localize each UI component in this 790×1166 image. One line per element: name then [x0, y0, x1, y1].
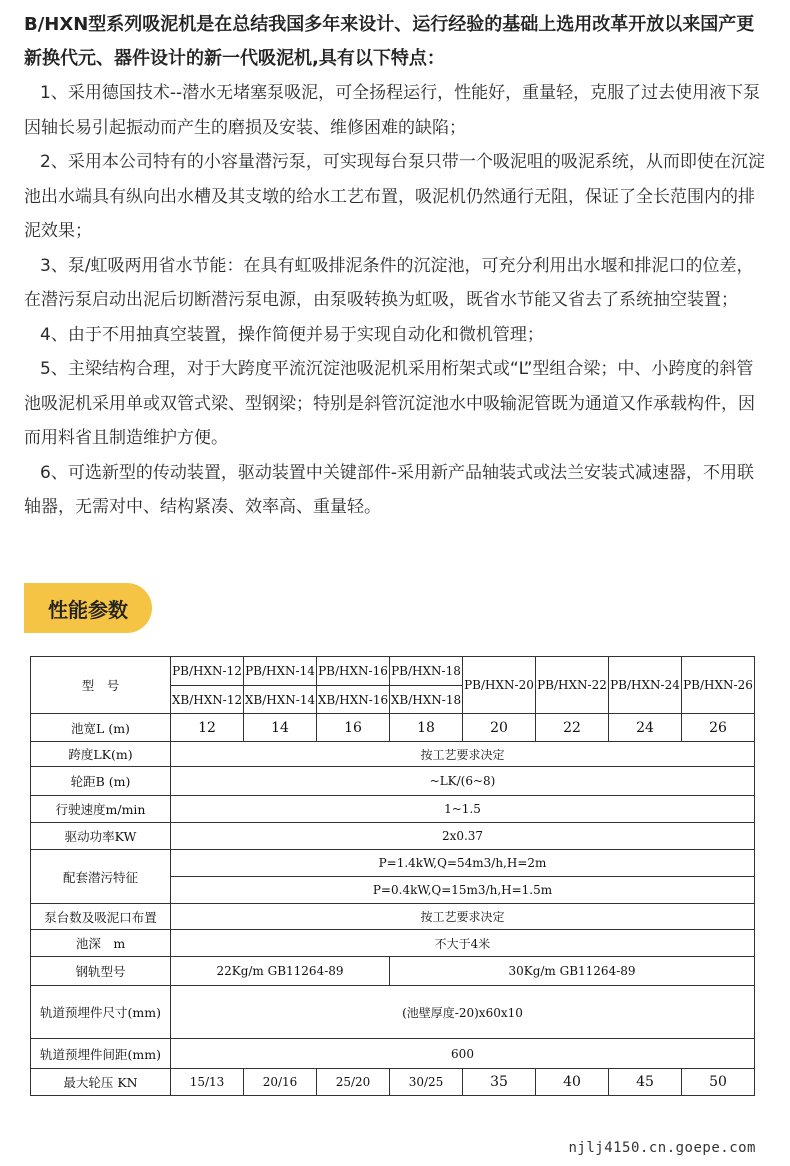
pump-label: 配套潜污特征 — [31, 850, 171, 904]
table-row-width — [31, 714, 755, 742]
embed-spacing-value: 600 — [171, 1039, 755, 1069]
feature-point-2: 2、采用本公司特有的小容量潜污泵，可实现每台泵只带一个吸泥咀的吸泥系统，从而即使在沉淀池出水端具有纵向出水槽及其支墩的给水工艺布置，吸泥机仍然通行无阻，保证了全长范围内的排泥效果； — [24, 152, 765, 241]
wheelbase-label: 轮距B (m) — [31, 767, 171, 796]
model-pb-22: PB/HXN-22 — [536, 657, 609, 714]
model-pb-26: PB/HXN-26 — [682, 657, 755, 714]
width-value: 20 — [463, 714, 536, 742]
table-row-power — [31, 823, 755, 850]
wheel-pressure-value: 50 — [682, 1069, 755, 1096]
table-row-layout — [31, 904, 755, 930]
pump-value-2: P=0.4kW,Q=15m3/h,H=1.5m — [171, 877, 755, 904]
wheel-pressure-value: 15/13 — [171, 1069, 244, 1096]
table-row-embed-size — [31, 986, 755, 1039]
speed-value: 1~1.5 — [171, 796, 755, 823]
pump-value-1: P=1.4kW,Q=54m3/h,H=2m — [171, 850, 755, 877]
table-row-wheel-pressure — [31, 1069, 755, 1096]
embed-spacing-label: 轨道预埋件间距(mm) — [31, 1039, 171, 1069]
width-value: 12 — [171, 714, 244, 742]
intro-title: B/HXN型系列吸泥机是在总结我国多年来设计、运行经验的基础上选用改革开放以来国产更新换代元、器件设计的新一代吸泥机,具有以下特点： — [24, 14, 755, 69]
feature-point-1: 1、采用德国技术--潜水无堵塞泵吸泥，可全扬程运行，性能好，重量轻，克服了过去使用液下泵因轴长易引起振动而产生的磨损及安装、维修困难的缺陷； — [24, 83, 761, 138]
depth-value: 不大于4米 — [171, 930, 755, 957]
feature-point-6: 6、可选新型的传动装置，驱动装置中关键部件-采用新产品轴装式或法兰安装式减速器，不用联轴器，无需对中、结构紧凑、效率高、重量轻。 — [24, 462, 754, 517]
footer-url: njlj4150.cn.goepe.com — [568, 1140, 756, 1156]
width-value: 22 — [536, 714, 609, 742]
model-xb-12: XB/HXN-12 — [171, 686, 244, 714]
power-value: 2x0.37 — [171, 823, 755, 850]
wheel-pressure-value: 45 — [609, 1069, 682, 1096]
model-pb-20: PB/HXN-20 — [463, 657, 536, 714]
speed-label: 行驶速度m/min — [31, 796, 171, 823]
span-label: 跨度LK(m) — [31, 742, 171, 767]
wheelbase-value: ~LK/(6~8) — [171, 767, 755, 796]
layout-value: 按工艺要求决定 — [171, 904, 755, 930]
model-xb-16: XB/HXN-16 — [317, 686, 390, 714]
table-row-embed-spacing — [31, 1039, 755, 1069]
intro-section — [24, 8, 768, 525]
spec-table — [30, 656, 755, 1096]
model-xb-14: XB/HXN-14 — [244, 686, 317, 714]
model-pb-16: PB/HXN-16 — [317, 657, 390, 686]
table-row-model-pb — [31, 657, 755, 686]
model-label: 型 号 — [31, 657, 171, 714]
layout-label: 泵台数及吸泥口布置 — [31, 904, 171, 930]
model-pb-12: PB/HXN-12 — [171, 657, 244, 686]
table-row-depth — [31, 930, 755, 957]
wheel-pressure-value: 30/25 — [390, 1069, 463, 1096]
wheel-pressure-value: 20/16 — [244, 1069, 317, 1096]
width-value: 14 — [244, 714, 317, 742]
table-row-wheelbase — [31, 767, 755, 796]
depth-label: 池深 m — [31, 930, 171, 957]
width-label: 池宽L (m) — [31, 714, 171, 742]
rail-label: 钢轨型号 — [31, 957, 171, 986]
width-value: 16 — [317, 714, 390, 742]
section-badge-performance: 性能参数 — [24, 583, 152, 633]
model-pb-14: PB/HXN-14 — [244, 657, 317, 686]
feature-point-5: 5、主梁结构合理，对于大跨度平流沉淀池吸泥机采用桁架式或“L”型组合梁；中、小跨度的斜管池吸泥机采用单或双管式梁、型钢梁；特别是斜管沉淀池水中吸输泥管既为通道又作承载构件，因而用料省且制造维护方便。 — [24, 359, 755, 448]
table-row-speed — [31, 796, 755, 823]
rail-value-2: 30Kg/m GB11264-89 — [390, 957, 755, 986]
embed-size-label: 轨道预埋件尺寸(mm) — [31, 986, 171, 1039]
span-value: 按工艺要求决定 — [171, 742, 755, 767]
width-value: 26 — [682, 714, 755, 742]
wheel-pressure-value: 40 — [536, 1069, 609, 1096]
embed-size-value: (池壁厚度-20)x60x10 — [171, 986, 755, 1039]
model-pb-18: PB/HXN-18 — [390, 657, 463, 686]
model-xb-18: XB/HXN-18 — [390, 686, 463, 714]
table-row-span — [31, 742, 755, 767]
wheel-pressure-label: 最大轮压 KN — [31, 1069, 171, 1096]
feature-point-4: 4、由于不用抽真空装置，操作简便并易于实现自动化和微机管理； — [40, 324, 544, 345]
width-value: 18 — [390, 714, 463, 742]
table-row-pump-1 — [31, 850, 755, 877]
width-value: 24 — [609, 714, 682, 742]
feature-point-3: 3、泵/虹吸两用省水节能：在具有虹吸排泥条件的沉淀池，可充分利用出水堰和排泥口的位差，在潜污泵启动出泥后切断潜污泵电源，由泵吸转换为虹吸，既省水节能又省去了系统抽空装置； — [24, 255, 754, 310]
wheel-pressure-value: 25/20 — [317, 1069, 390, 1096]
power-label: 驱动功率KW — [31, 823, 171, 850]
model-pb-24: PB/HXN-24 — [609, 657, 682, 714]
wheel-pressure-value: 35 — [463, 1069, 536, 1096]
table-row-rail — [31, 957, 755, 986]
rail-value-1: 22Kg/m GB11264-89 — [171, 957, 390, 986]
